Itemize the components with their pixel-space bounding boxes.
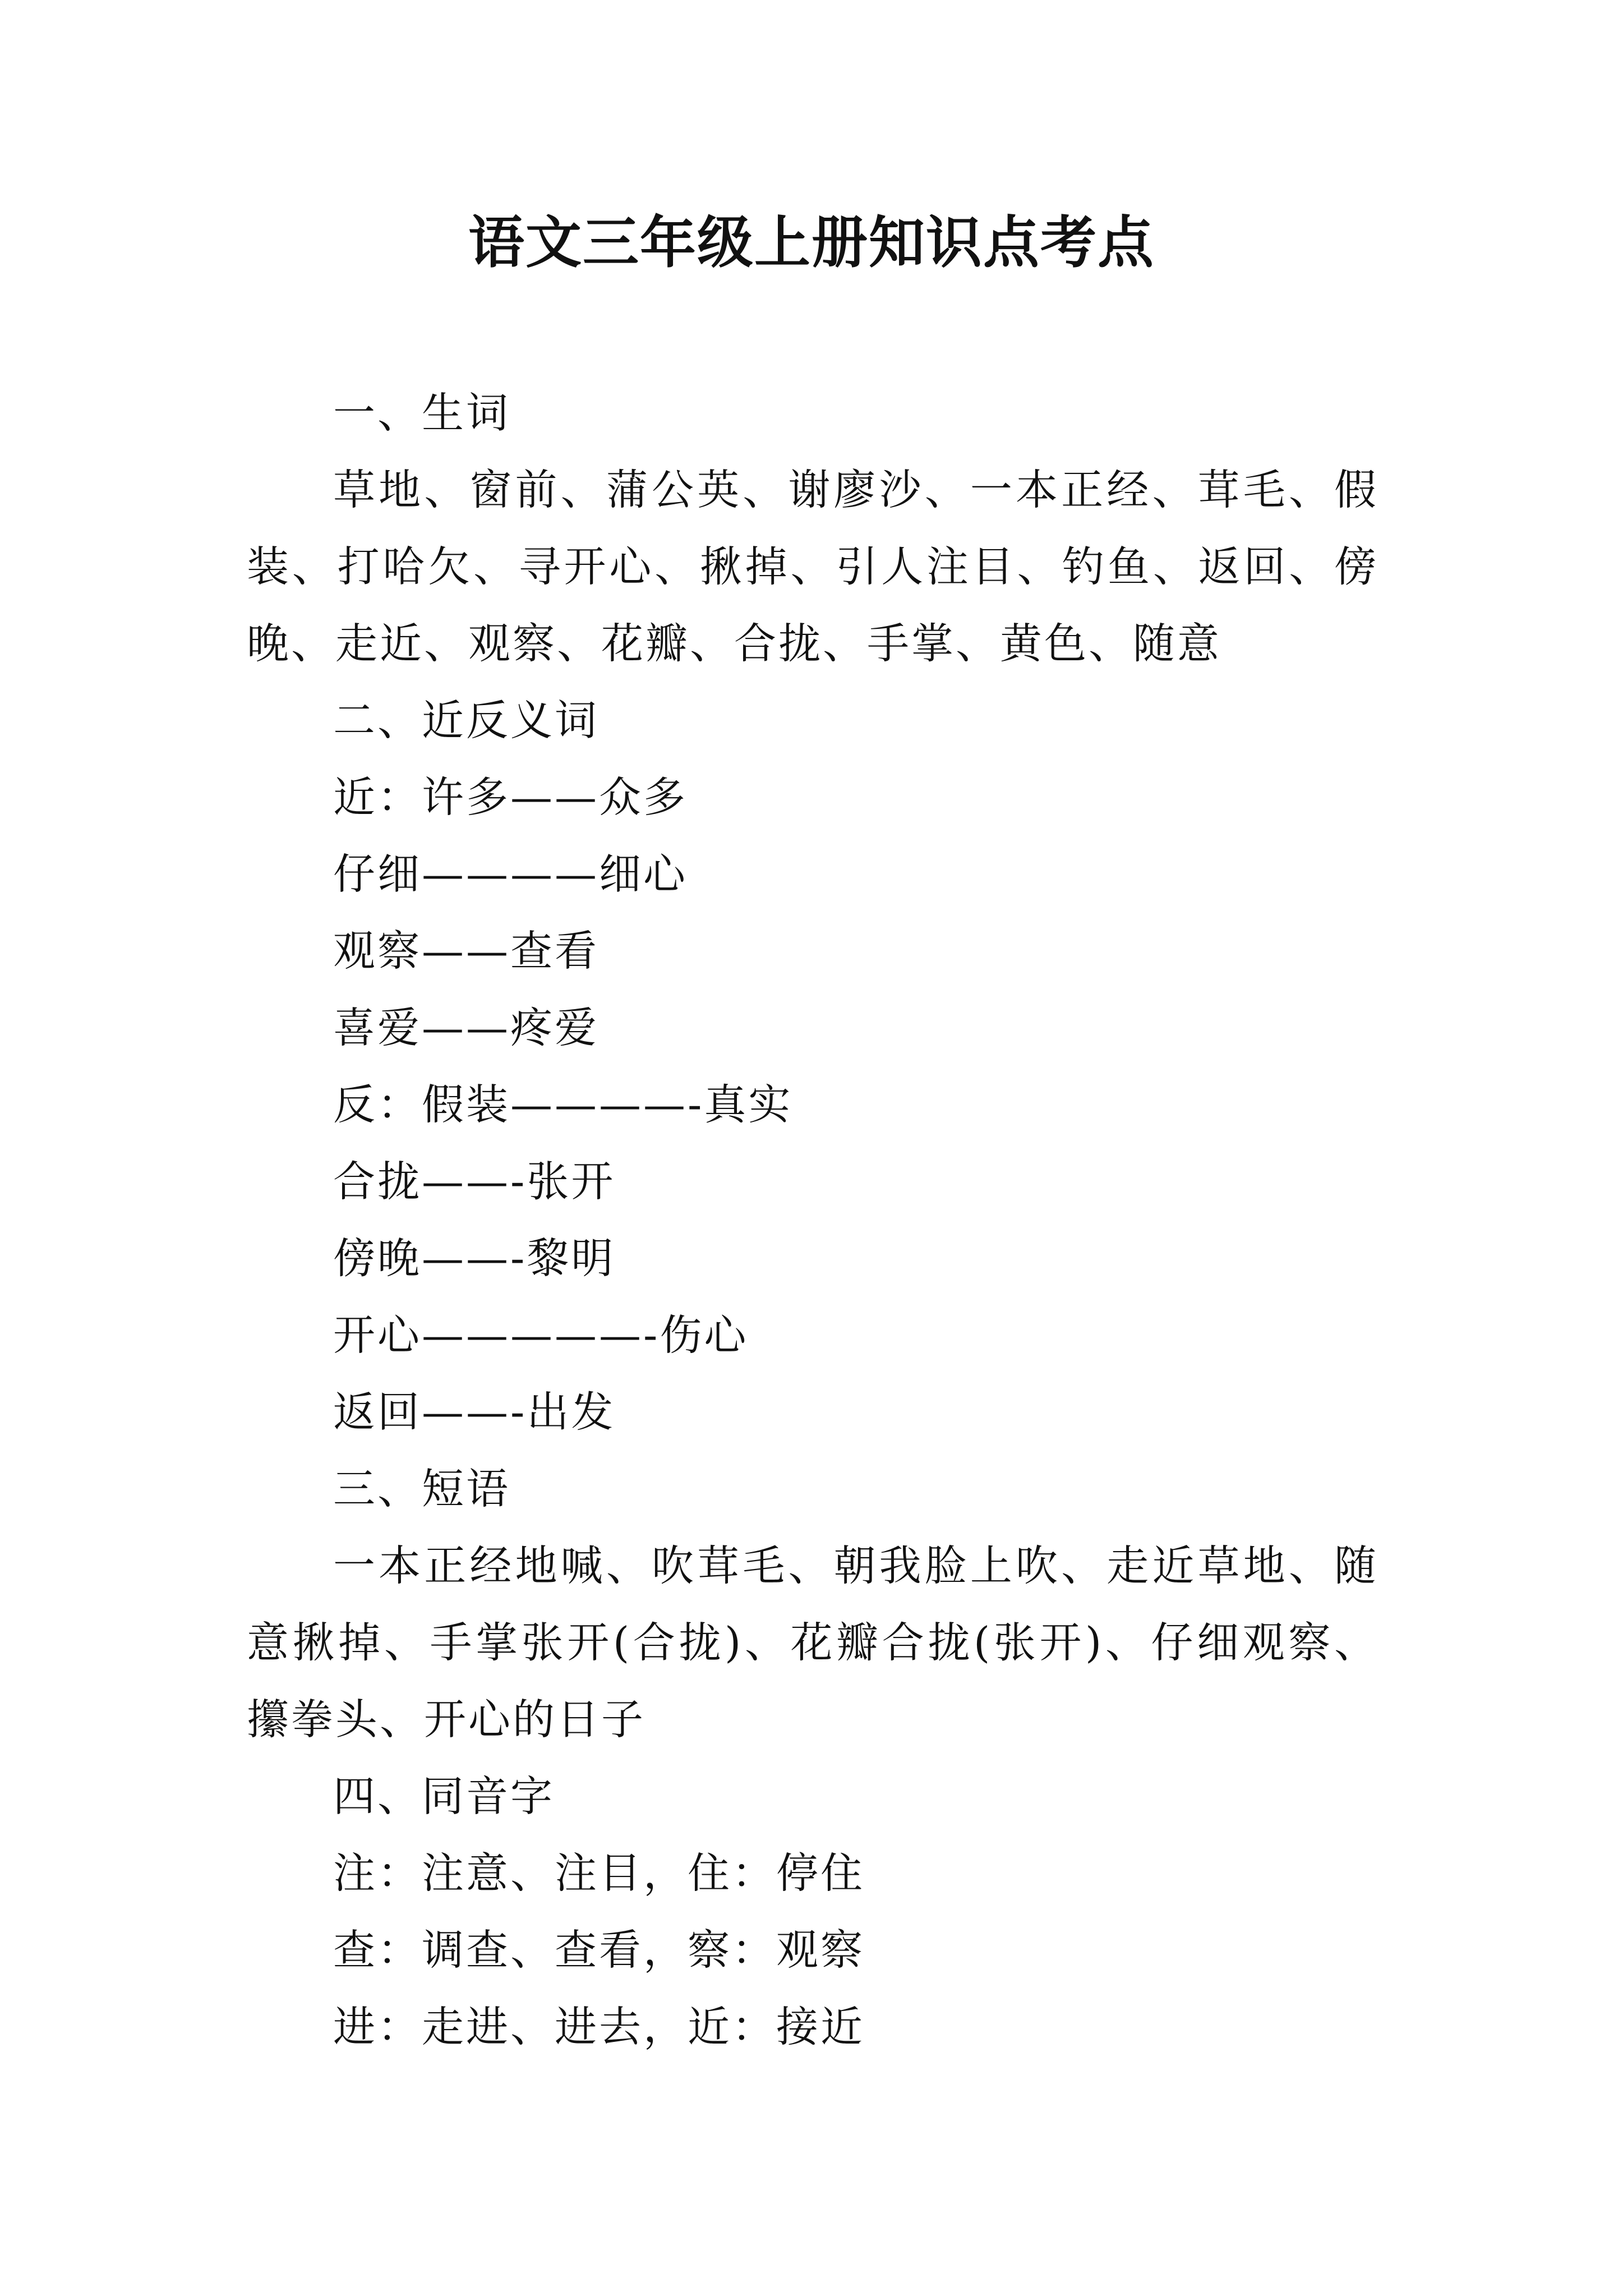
- synonym-line: 喜爱——疼爱: [333, 1003, 600, 1052]
- document-body: [247, 375, 1378, 2065]
- antonym-line: 合拢——-张开: [333, 1157, 616, 1206]
- homophone-line: 进：走进、进去，近：接近: [333, 2002, 865, 2051]
- synonym-line: 仔细————细心: [333, 849, 688, 899]
- antonym-line: 反：假装————-真实: [333, 1080, 793, 1129]
- phrases-paragraph: 一本正经地喊、吹茸毛、朝我脸上吹、走近草地、随意揪掉、手掌张开(合拢)、花瓣合拢(张开)、仔细观察、攥拳头、开心的日子: [247, 1541, 1378, 1744]
- document-title: 语文三年级上册知识点考点: [468, 209, 1155, 275]
- homophone-line: 注：注意、注目，住：停住: [333, 1848, 865, 1898]
- section-heading-synonyms-antonyms: 二、近反义词: [333, 696, 600, 745]
- synonym-line: 观察——查看: [333, 926, 600, 976]
- section-heading-homophones: 四、同音字: [333, 1772, 555, 1821]
- homophone-line: 查：调查、查看，察：观察: [333, 1925, 865, 1975]
- antonym-line: 傍晚——-黎明: [333, 1234, 616, 1283]
- antonym-line: 开心—————-伤心: [333, 1310, 749, 1360]
- section-heading-new-words: 一、生词: [333, 388, 511, 438]
- antonym-line: 返回——-出发: [333, 1387, 616, 1437]
- synonym-line: 近：许多——众多: [333, 772, 688, 822]
- new-words-paragraph: 草地、窗前、蒲公英、谢廖沙、一本正经、茸毛、假装、打哈欠、寻开心、揪掉、引人注目、钓鱼、返回、傍晚、走近、观察、花瓣、合拢、手掌、黄色、随意: [247, 465, 1378, 668]
- section-heading-phrases: 三、短语: [333, 1464, 511, 1513]
